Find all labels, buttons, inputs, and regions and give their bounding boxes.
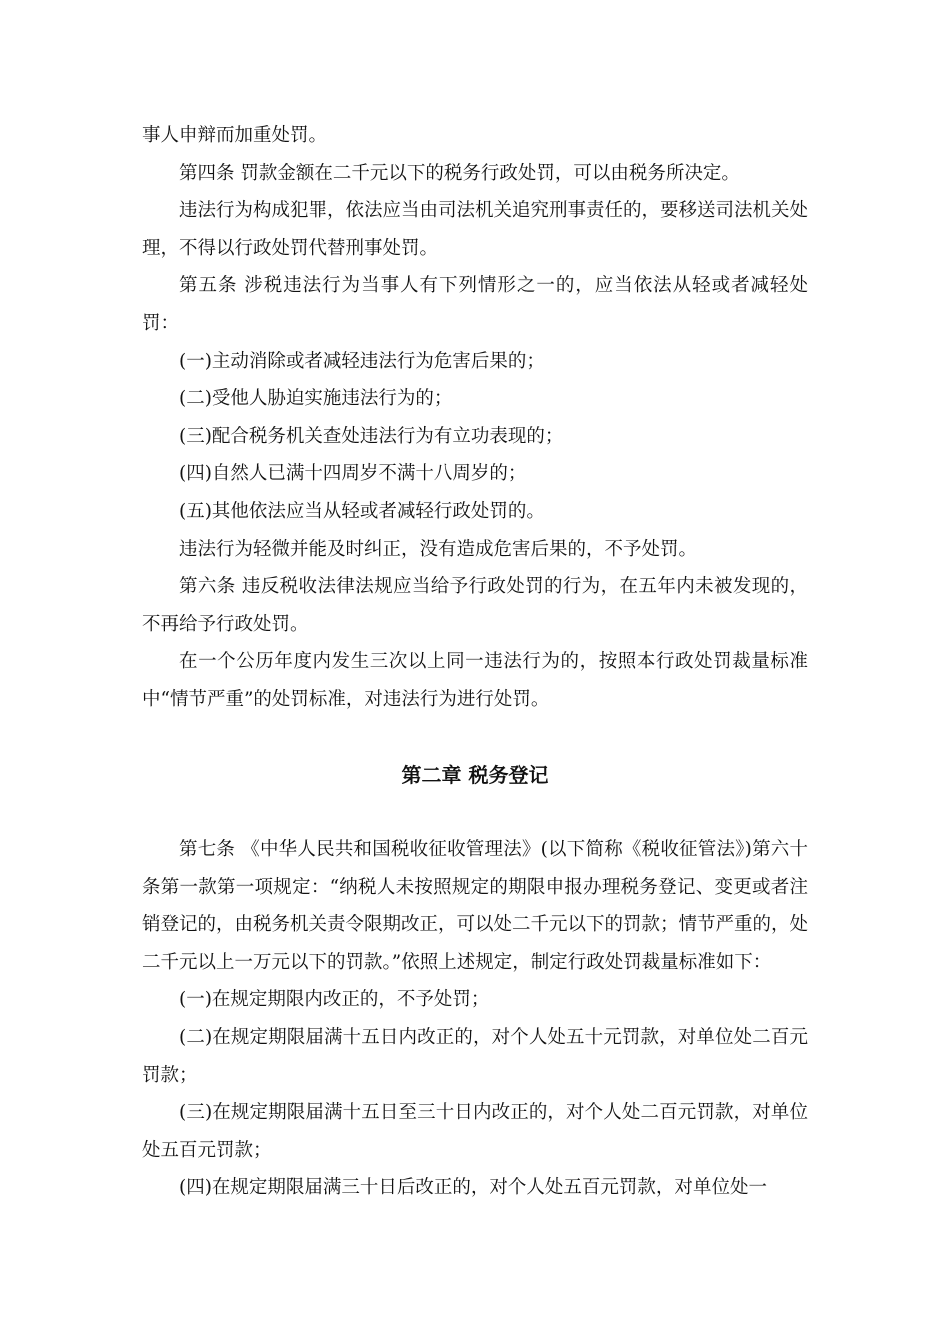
paragraph-continuation: 事人申辩而加重处罚。	[142, 125, 328, 146]
paragraph-no-penalty: 违法行为轻微并能及时纠正，没有造成危害后果的，不予处罚。	[179, 538, 698, 560]
chapter-heading: 第二章 税务登记	[401, 762, 549, 787]
article-4: 第四条 罚款金额在二千元以下的税务行政处罚，可以由税务所决定。	[179, 162, 740, 184]
document-body	[142, 117, 808, 1207]
list-item: (三)配合税务机关查处违法行为有立功表现的；	[179, 425, 564, 447]
paragraph-repeat-offense: 在一个公历年度内发生三次以上同一违法行为的，按照本行政处罚裁量标准中“情节严重”的处罚标准，对违法行为进行处罚。	[142, 651, 808, 710]
list-item: (一)主动消除或者减轻违法行为危害后果的；	[179, 350, 545, 372]
list-item: (四)在规定期限届满三十日后改正的，对个人处五百元罚款，对单位处一	[179, 1177, 767, 1199]
list-item: (二)受他人胁迫实施违法行为的；	[179, 388, 453, 410]
list-item: (三)在规定期限届满十五日至三十日内改正的，对个人处二百元罚款，对单位处五百元罚款；	[142, 1102, 808, 1161]
list-item: (五)其他依法应当从轻或者减轻行政处罚的。	[179, 500, 545, 522]
article-5: 第五条 涉税违法行为当事人有下列情形之一的，应当依法从轻或者减轻处罚：	[142, 275, 808, 334]
article-7: 第七条 《中华人民共和国税收征收管理法》(以下简称《税收征管法》)第六十条第一款第一项规定：“纳税人未按照规定的期限申报办理税务登记、变更或者注销登记的，由税务机关责令限期改正，可以处二千元以下的罚款；情节严重的，处二千元以上一万元以下的罚款。”依照上述规定，制定行政处罚裁量标准如下：	[142, 839, 809, 973]
list-item: (一)在规定期限内改正的，不予处罚；	[179, 989, 490, 1011]
list-item: (四)自然人已满十四周岁不满十八周岁的；	[179, 463, 527, 485]
article-6: 第六条 违反税收法律法规应当给予行政处罚的行为，在五年内未被发现的，不再给予行政处罚。	[142, 576, 808, 635]
paragraph-criminal-transfer: 违法行为构成犯罪，依法应当由司法机关追究刑事责任的，要移送司法机关处理，不得以行政处罚代替刑事处罚。	[142, 200, 809, 259]
list-item: (二)在规定期限届满十五日内改正的，对个人处五十元罚款，对单位处二百元罚款；	[142, 1027, 808, 1086]
